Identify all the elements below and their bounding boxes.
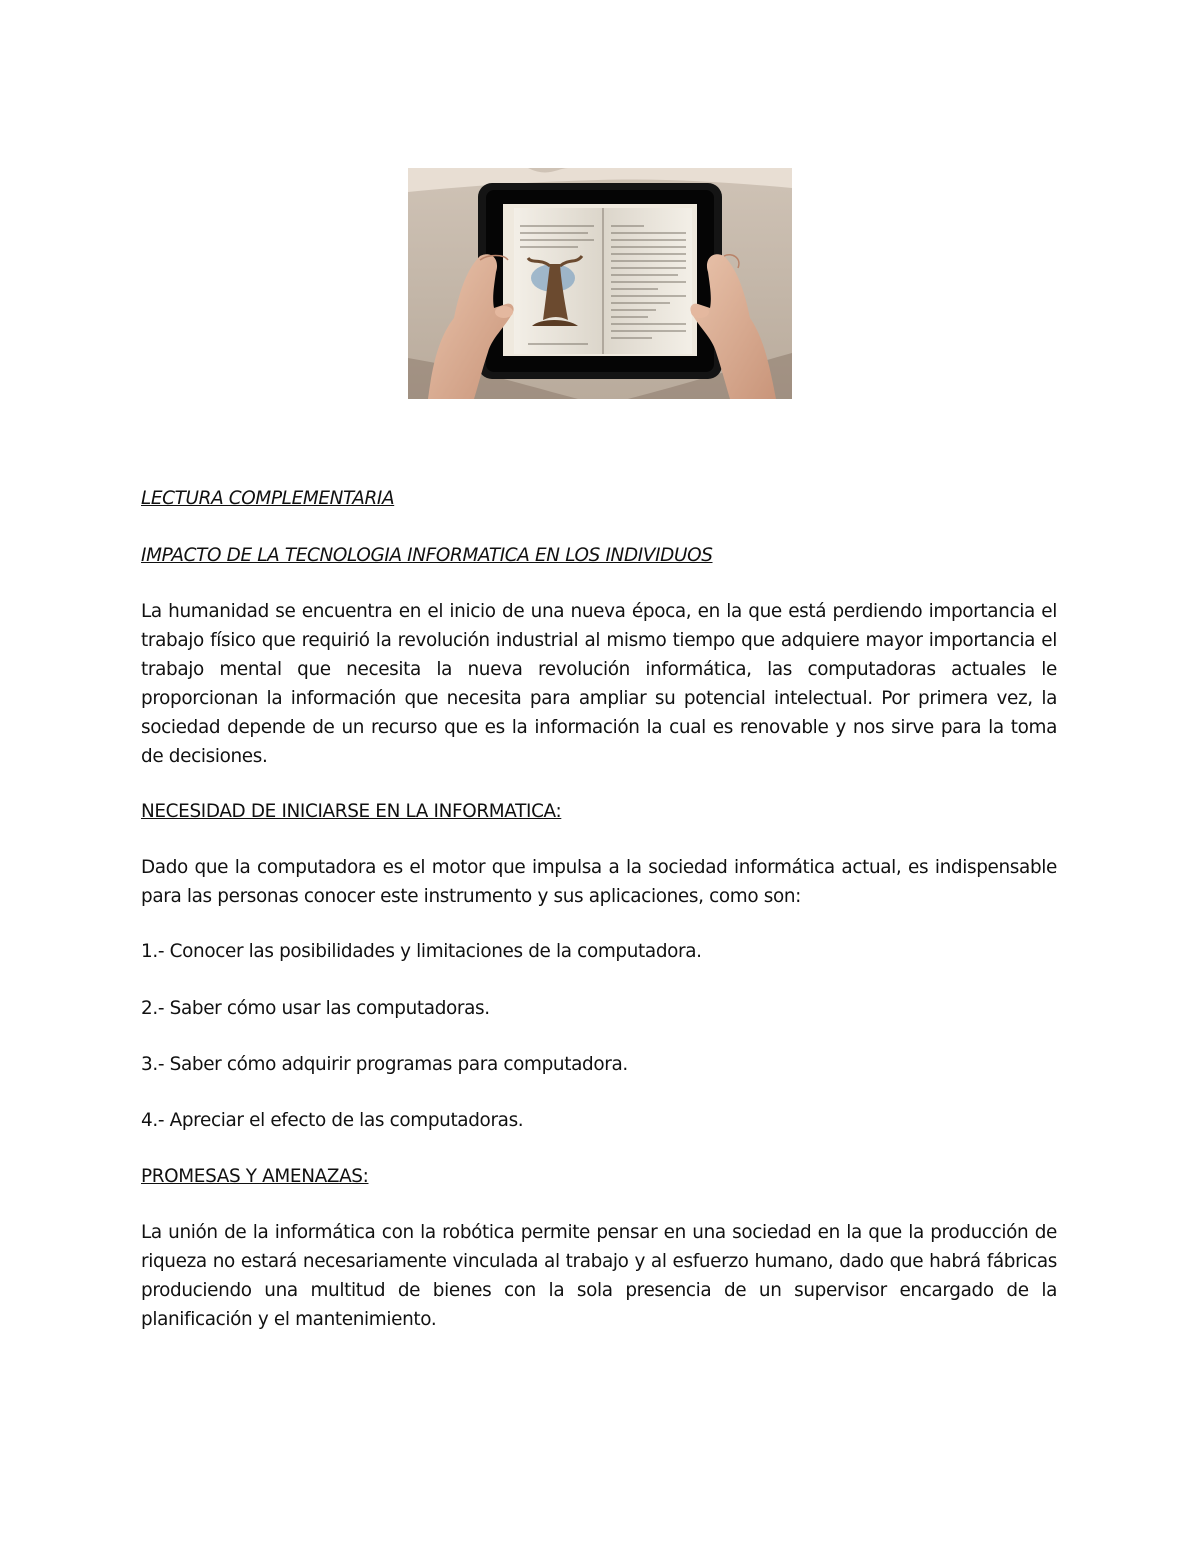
paragraph-1: La humanidad se encuentra en el inicio de una nueva época, en la que está perdiendo importancia el trabajo físico que requirió la revolución industrial al mismo tiempo que adquiere mayor importancia el trabajo mental que necesita la nueva revolución informática, las computadoras actuales le proporcionan la información que necesita para ampliar su potencial intelectual. Por primera vez, la sociedad depende de un recurso que es la información la cual es renovable y nos sirve para la toma de decisiones. bbox=[141, 601, 1057, 767]
section-heading-necesidad: NECESIDAD DE INICIARSE EN LA INFORMATICA: bbox=[141, 801, 562, 822]
tablet-ebook-photo bbox=[408, 168, 792, 399]
document-subtitle: IMPACTO DE LA TECNOLOGIA INFORMATICA EN LOS INDIVIDUOS bbox=[141, 545, 713, 566]
paragraph-3: La unión de la informática con la robótica permite pensar en una sociedad en la que la producción de riqueza no estará necesariamente vinculada al trabajo y al esfuerzo humano, dado que habrá fábricas produciendo una multitud de bienes con la sola presencia de un supervisor encargado de la planificación y el mantenimiento. bbox=[141, 1222, 1057, 1330]
paragraph-intro bbox=[141, 597, 1057, 771]
list-item: 1.- Conocer las posibilidades y limitaciones de la computadora. bbox=[141, 941, 702, 962]
paragraph-necesidad bbox=[141, 853, 1057, 911]
list-item: 2.- Saber cómo usar las computadoras. bbox=[141, 998, 490, 1019]
list-item: 3.- Saber cómo adquirir programas para computadora. bbox=[141, 1054, 628, 1075]
paragraph-promesas bbox=[141, 1218, 1057, 1334]
list-item: 4.- Apreciar el efecto de las computadoras. bbox=[141, 1110, 524, 1131]
section-heading-promesas: PROMESAS Y AMENAZAS: bbox=[141, 1166, 369, 1187]
document-title: LECTURA COMPLEMENTARIA bbox=[141, 488, 395, 509]
paragraph-2: Dado que la computadora es el motor que impulsa a la sociedad informática actual, es indispensable para las personas conocer este instrumento y sus aplicaciones, como son: bbox=[141, 857, 1057, 907]
